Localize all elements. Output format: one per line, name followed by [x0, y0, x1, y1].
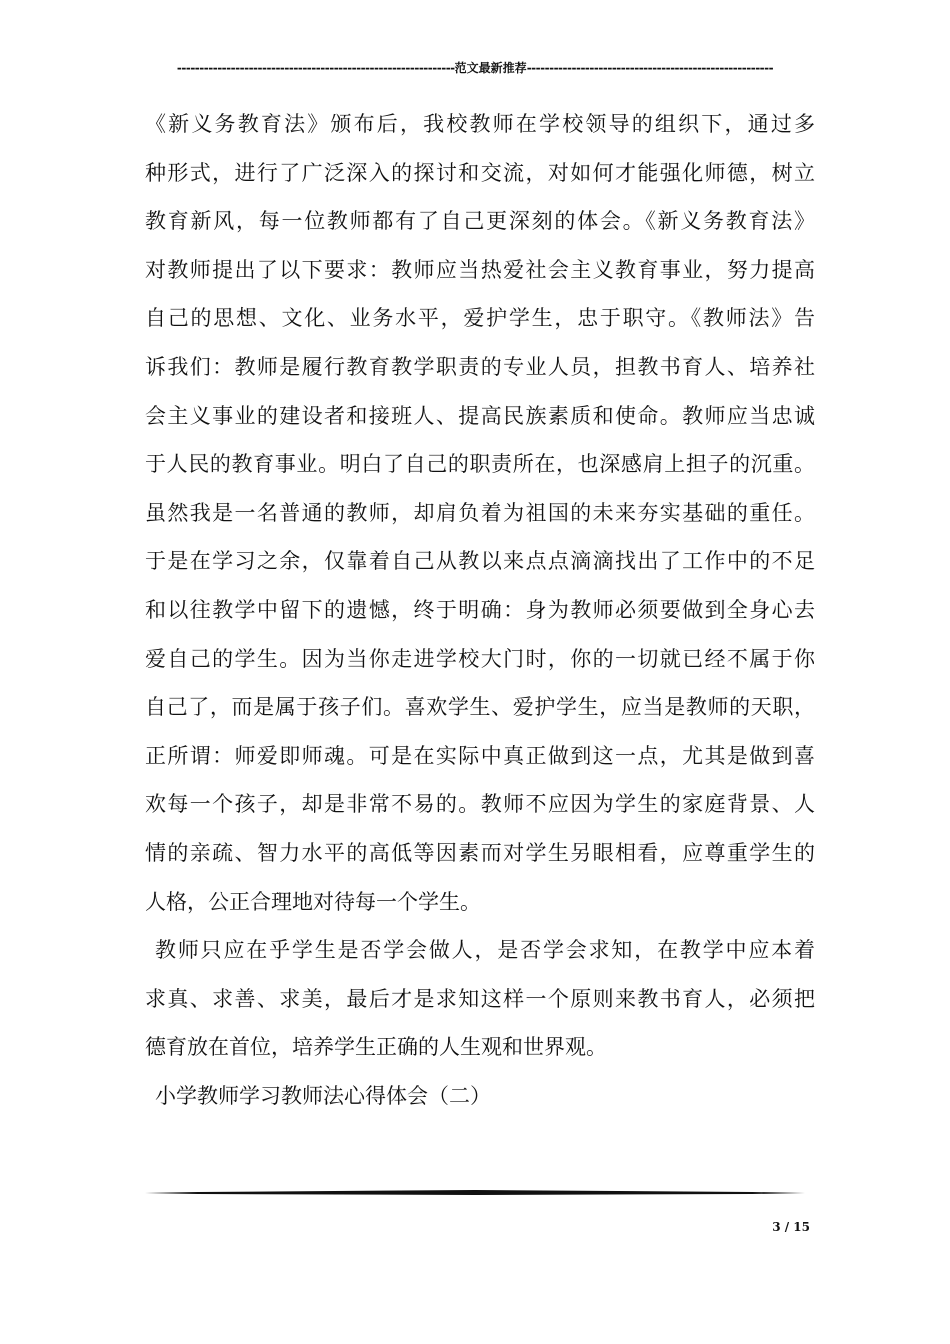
paragraph-line: 自己的思想、文化、业务水平，爱护学生，忠于职守。《教师法》告	[145, 306, 815, 331]
paragraph-line: 虽然我是一名普通的教师，却肩负着为祖国的未来夯实基础的重任。	[145, 500, 815, 525]
header-title: 范文最新推荐	[454, 61, 527, 75]
section-subtitle: 小学教师学习教师法心得体会（二）	[155, 1083, 491, 1108]
paragraph-line: 对教师提出了以下要求：教师应当热爱社会主义教育事业，努力提高	[145, 257, 815, 282]
paragraph-line: 人格，公正合理地对待每一个学生。	[145, 889, 481, 914]
paragraph-line: 于人民的教育事业。明白了自己的职责所在，也深感肩上担子的沉重。	[145, 452, 815, 477]
paragraph-line: 自己了，而是属于孩子们。喜欢学生、爱护学生，应当是教师的天职，	[145, 695, 815, 720]
paragraph-line: 《新义务教育法》颁布后，我校教师在学校领导的组织下，通过多	[145, 112, 815, 136]
paragraph-line: 诉我们：教师是履行教育教学职责的专业人员，担教书育人、培养社	[145, 354, 815, 379]
paragraph-line: 求真、求善、求美，最后才是求知这样一个原则来教书育人，必须把	[145, 986, 815, 1011]
document-body	[145, 100, 815, 1120]
paragraph-line: 会主义事业的建设者和接班人、提高民族素质和使命。教师应当忠诚	[145, 403, 815, 428]
paragraph-1	[145, 100, 815, 926]
paragraph-line: 情的亲疏、智力水平的高低等因素而对学生另眼相看，应尊重学生的	[145, 840, 815, 865]
paragraph-line: 和以往教学中留下的遗憾，终于明确：身为教师必须要做到全身心去	[145, 597, 815, 622]
paragraph-line: 德育放在首位，培养学生正确的人生观和世界观。	[145, 1035, 607, 1060]
paragraph-line: 教师只应在乎学生是否学会做人，是否学会求知，在教学中应本着	[155, 938, 815, 963]
page-number: 3 / 15	[772, 1220, 810, 1234]
paragraph-line: 教育新风，每一位教师都有了自己更深刻的体会。《新义务教育法》	[145, 209, 815, 234]
paragraph-line: 欢每一个孩子，却是非常不易的。教师不应因为学生的家庭背景、人	[145, 792, 815, 817]
paragraph-line: 正所谓：师爱即师魂。可是在实际中真正做到这一点，尤其是做到喜	[145, 743, 815, 768]
footer-divider	[145, 1190, 805, 1195]
paragraph-line: 爱自己的学生。因为当你走进学校大门时，你的一切就已经不属于你	[145, 646, 815, 671]
paragraph-2	[145, 926, 815, 1072]
paragraph-line: 种形式，进行了广泛深入的探讨和交流，对如何才能强化师德，树立	[145, 160, 815, 185]
header-left-dashes: --------------------------------------------------------------	[176, 61, 455, 75]
header-right-dashes: -------------------------------------------------------	[526, 61, 774, 75]
page-header	[145, 60, 805, 76]
paragraph-line: 于是在学习之余，仅靠着自己从教以来点点滴滴找出了工作中的不足	[145, 549, 815, 574]
